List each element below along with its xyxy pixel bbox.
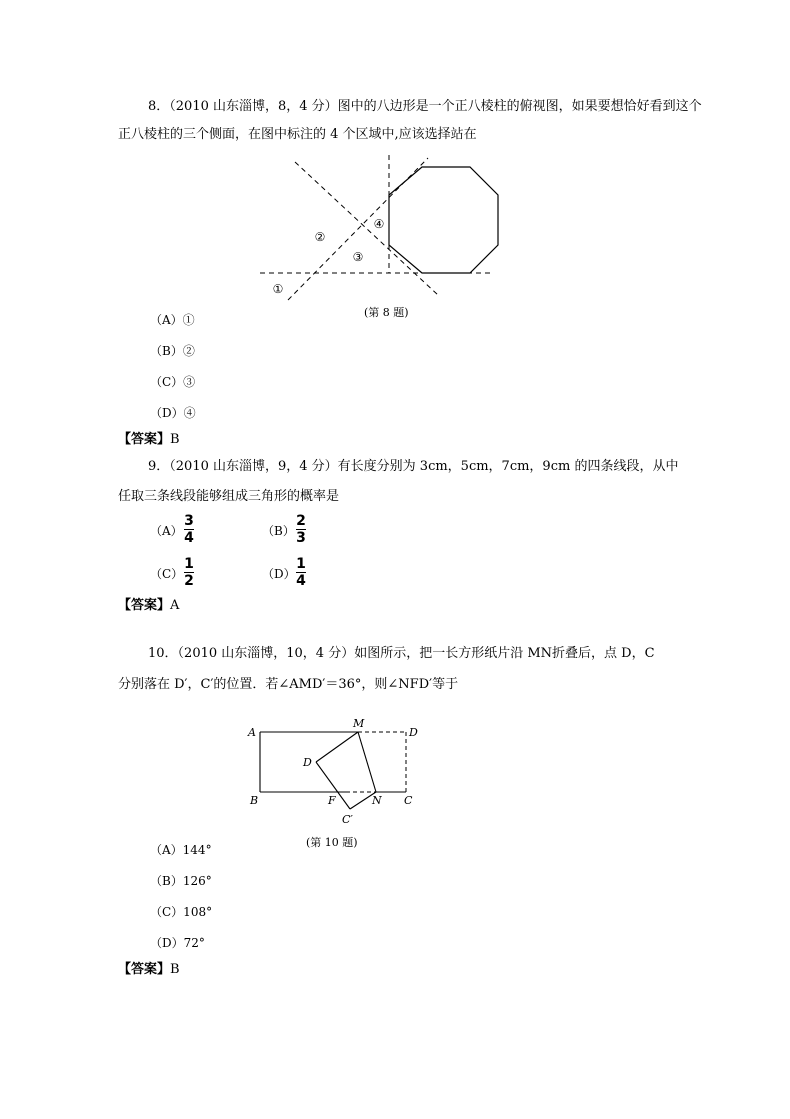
point-b-label: B bbox=[250, 794, 259, 807]
q9-option-c-label: （C） bbox=[150, 567, 184, 581]
q9-option-d-fraction bbox=[296, 557, 306, 588]
q9-option-d-denominator: 4 bbox=[296, 573, 306, 589]
q9-option-a-label: （A） bbox=[150, 524, 183, 538]
q8-answer-value: B bbox=[170, 432, 180, 447]
q10-answer-value: B bbox=[170, 962, 180, 977]
point-c-prime-label: C′ bbox=[342, 813, 353, 826]
q10-option-d: （D）72° bbox=[150, 936, 205, 950]
q9-option-c-fraction bbox=[184, 557, 194, 588]
q10-answer-label: 【答案】 bbox=[118, 962, 171, 977]
q9-answer-label: 【答案】 bbox=[118, 598, 171, 613]
region-label-1: ① bbox=[272, 282, 284, 296]
point-a-label: A bbox=[248, 726, 256, 739]
q10-option-a: （A）144° bbox=[150, 843, 212, 857]
q9-answer bbox=[118, 598, 179, 614]
q9-option-b-denominator: 3 bbox=[296, 530, 306, 546]
q9-option-d-label: （D） bbox=[262, 567, 296, 581]
point-n-label: N bbox=[372, 794, 382, 807]
q10-text-line2: 分别落在 D′，C′的位置．若∠AMD′＝36°，则∠NFD′等于 bbox=[118, 677, 459, 692]
q10-figure-caption: (第 10 题) bbox=[306, 836, 358, 849]
q10-option-c: （C）108° bbox=[150, 905, 213, 919]
region-label-4: ④ bbox=[373, 217, 385, 231]
q9-option-c-denominator: 2 bbox=[184, 573, 194, 589]
q10-figure bbox=[240, 715, 430, 830]
point-c-label: C bbox=[404, 794, 413, 807]
q10-option-b: （B）126° bbox=[150, 874, 212, 888]
q9-option-b-label: （B） bbox=[262, 524, 295, 538]
fold-line-mn bbox=[358, 732, 376, 792]
q8-answer-label: 【答案】 bbox=[118, 432, 171, 447]
octagon-shape bbox=[389, 167, 498, 273]
q8-option-a: （A）① bbox=[150, 313, 195, 327]
q9-option-a-numerator: 3 bbox=[184, 513, 194, 529]
q8-option-b: （B）② bbox=[150, 344, 195, 358]
q8-option-c: （C）③ bbox=[150, 375, 196, 389]
q9-option-a-denominator: 4 bbox=[184, 530, 194, 546]
q9-text-line1: 9．（2010 山东淄博，9，4 分）有长度分别为 3cm，5cm，7cm，9cm 的四条线段，从中 bbox=[148, 459, 679, 474]
region-label-3: ③ bbox=[352, 250, 364, 264]
region-label-2: ② bbox=[314, 230, 326, 244]
q8-figure bbox=[250, 150, 500, 310]
folded-md bbox=[316, 732, 358, 762]
q9-option-a-fraction bbox=[184, 514, 194, 545]
q8-figure-caption: (第 8 题) bbox=[364, 306, 409, 319]
q9-answer-value: A bbox=[170, 598, 180, 613]
q8-text-line1: 8．（2010 山东淄博，8，4 分）图中的八边形是一个正八棱柱的俯视图，如果要想恰好看到这个 bbox=[148, 99, 702, 114]
point-f-label: F bbox=[328, 794, 336, 807]
dashed-line-diagonal-1 bbox=[295, 162, 438, 295]
point-d-label: D bbox=[409, 726, 418, 739]
q9-text-line2: 任取三条线段能够组成三角形的概率是 bbox=[118, 489, 340, 504]
q9-option-b-numerator: 2 bbox=[296, 513, 306, 529]
q8-option-d: （D）④ bbox=[150, 406, 196, 420]
q9-option-d-numerator: 1 bbox=[296, 556, 306, 572]
q8-answer bbox=[118, 432, 180, 448]
q8-text-line2: 正八棱柱的三个侧面，在图中标注的 4 个区域中,应该选择站在 bbox=[118, 127, 477, 142]
point-d-prime-label: D bbox=[303, 756, 312, 769]
point-m-label: M bbox=[353, 717, 365, 730]
q9-option-c-numerator: 1 bbox=[184, 556, 194, 572]
q10-answer bbox=[118, 962, 180, 978]
dashed-line-diagonal-2 bbox=[288, 158, 428, 300]
q9-option-b-fraction bbox=[296, 514, 306, 545]
q10-text-line1: 10．（2010 山东淄博，10，4 分）如图所示，把一长方形纸片沿 MN折叠后，点 D，C bbox=[148, 646, 655, 661]
